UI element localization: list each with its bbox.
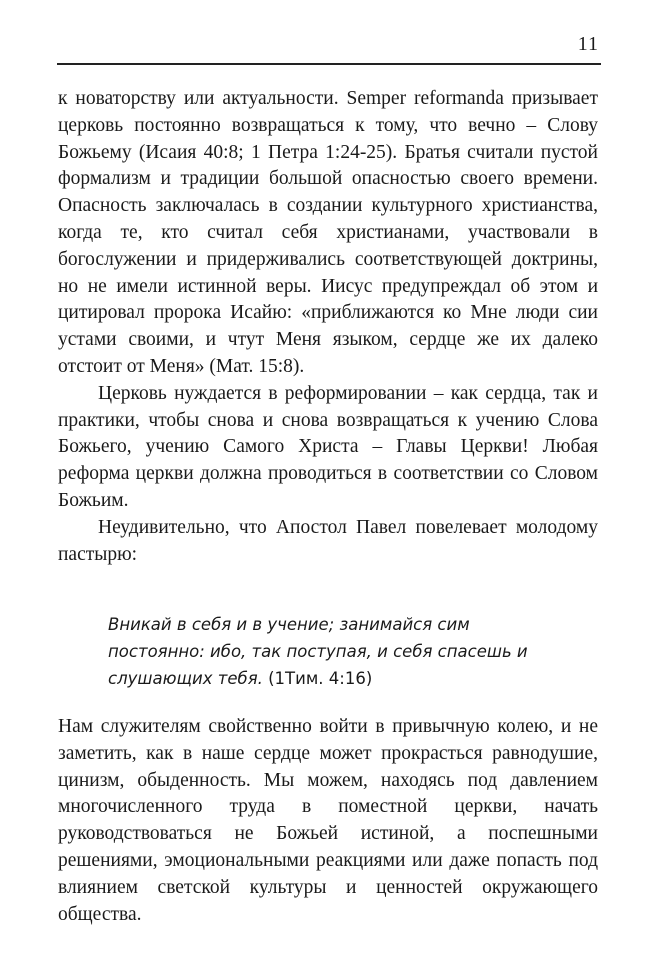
- main-text: [58, 86, 598, 568]
- header-rule: [57, 63, 601, 65]
- paragraph-2: Церковь нуждается в реформировании – как сердца, так и практики, чтобы снова и снова возвращаться к учению Слова Божьего, учению Самого Христа – Главы Церкви! Любая реформа церкви должна проводиться в соответствии со Словом Божьим.: [58, 382, 598, 511]
- page-number: 11: [577, 33, 599, 55]
- quote-reference: (1Тим. 4:16): [268, 669, 373, 688]
- paragraph-4: Нам служителям свойственно войти в привычную колею, и не заметить, как в наше сердце может прокрасться равнодушие, цинизм, обыденность. Мы можем, находясь под давлением многочисленного труда в поместной церкви, начать руководствоваться не Божьей истиной, а поспешными решениями, эмоциональными реакциями или даже попасть под влиянием светской культуры и ценностей окружающего общества.: [58, 716, 598, 925]
- paragraph-1: к новаторству или актуальности. Semper reformanda призывает церковь постоянно возвращаться к тому, что вечно – Слову Божьему (Исаия 40:8; 1 Петра 1:24-25). Братья считали пустой формализм и традиции большой опасностью своего времени. Опасность заключалась в создании культурного христианства, когда те, кто считал себя христианами, участвовали в богослужении и придерживались соответствующей доктрины, но не имели истинной веры. Иисус предупреждал об этом и цитировал пророка Исайю: «приближаются ко Мне люди сии устами своими, и чтут Меня языком, сердце же их далеко отстоит от Меня» (Мат. 15:8).: [58, 88, 598, 377]
- quote-text: Вникай в себя и в учение; занимайся сим постоянно: ибо, так поступая, и себя спасешь и слушающих тебя.: [108, 615, 528, 688]
- paragraph-3: Неудивительно, что Апостол Павел повелевает молодому пастырю:: [58, 516, 598, 565]
- scripture-quote: [108, 611, 548, 692]
- closing-text: [58, 714, 598, 928]
